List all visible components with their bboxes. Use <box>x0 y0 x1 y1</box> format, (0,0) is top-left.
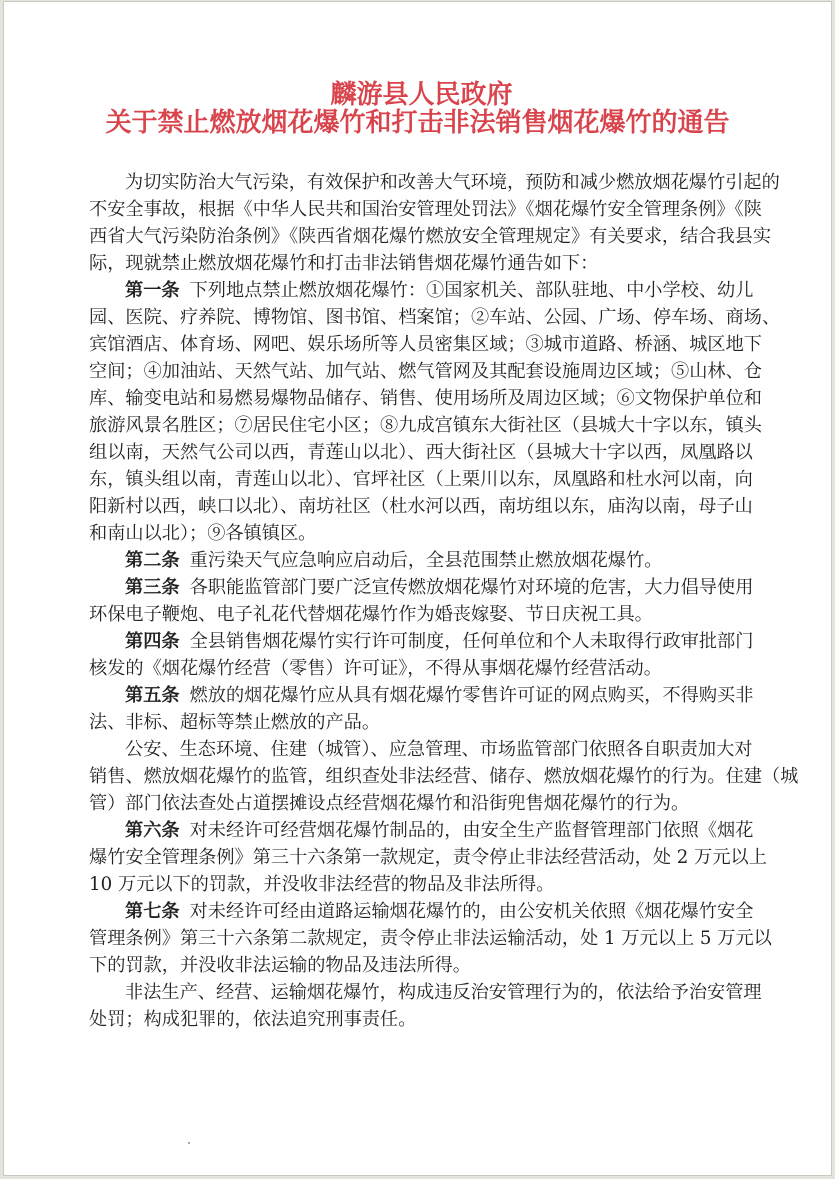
article-4-line <box>125 628 754 655</box>
article-7-line <box>125 898 754 925</box>
body-line-text: 下列地点禁止燃放烟花爆竹：①国家机关、部队驻地、中小学校、幼儿 <box>189 280 754 301</box>
article-5-line <box>125 682 754 709</box>
body-line-text: 燃放的烟花爆竹应从具有烟花爆竹零售许可证的网点购买，不得购买非 <box>189 685 754 706</box>
body-line: 和南山以北）；⑨各镇镇区。 <box>89 523 317 544</box>
article-label: 第四条 <box>125 631 180 652</box>
scan-speck <box>188 1142 190 1144</box>
body-line: 旅游风景名胜区；⑦居民住宅小区；⑧九成宫镇东大街社区（县城大十字以东，镇头 <box>89 415 762 436</box>
body-line: 非法生产、经营、运输烟花爆竹，构成违反治安管理行为的，依法给予治安管理 <box>125 982 762 1003</box>
article-3-line <box>125 574 754 601</box>
body-line: 宾馆酒店、体育场、网吧、娱乐场所等人员密集区域；③城市道路、桥涵、城区地下 <box>89 334 762 355</box>
body-line: 阳新村以西，峡口以北）、南坊社区（杜水河以西，南坊组以东，庙沟以南，母子山 <box>89 496 753 517</box>
body-line: 际，现就禁止燃放烟花爆竹和打击非法销售烟花爆竹通告如下： <box>89 253 599 274</box>
article-1-line <box>125 277 754 304</box>
body-line-text: 重污染天气应急响应启动后，全县范围禁止燃放烟花爆竹。 <box>189 550 663 571</box>
body-line: 爆竹安全管理条例》第三十六条第一款规定，责令停止非法经营活动，处 2 万元以上 <box>89 847 767 868</box>
body-line-text: 对未经许可经由道路运输烟花爆竹的，由公安机关依照《烟花爆竹安全 <box>189 901 754 922</box>
article-label: 第五条 <box>125 685 180 706</box>
body-line: 处罚；构成犯罪的，依法追究刑事责任。 <box>89 1009 417 1030</box>
body-line: 10 万元以下的罚款，并没收非法经营的物品及非法所得。 <box>89 874 555 895</box>
body-line: 组以南，天然气公司以西，青莲山以北）、西大街社区（县城大十字以西，凤凰路以 <box>89 442 753 463</box>
article-label: 第七条 <box>125 901 180 922</box>
issuer-title: 麟游县人民政府 <box>330 80 513 110</box>
notice-title: 关于禁止燃放烟花爆竹和打击非法销售烟花爆竹的通告 <box>105 108 730 138</box>
body-line: 不安全事故，根据《中华人民共和国治安管理处罚法》《烟花爆竹安全管理条例》《陕 <box>89 199 762 220</box>
body-line: 核发的《烟花爆竹经营（零售）许可证》，不得从事烟花爆竹经营活动。 <box>89 658 662 679</box>
article-label: 第二条 <box>125 550 180 571</box>
body-line: 东，镇头组以南，青莲山以北）、官坪社区（上栗川以东，凤凰路和杜水河以南，向 <box>89 469 753 490</box>
body-line: 为切实防治大气污染，有效保护和改善大气环境，预防和减少燃放烟花爆竹引起的 <box>125 172 780 193</box>
body-line: 销售、燃放烟花爆竹的监管，组织查处非法经营、储存、燃放烟花爆竹的行为。住建（城 <box>89 766 799 787</box>
article-label: 第三条 <box>125 577 180 598</box>
body-line: 下的罚款，并没收非法运输的物品及违法所得。 <box>89 955 471 976</box>
body-line: 西省大气污染防治条例》《陕西省烟花爆竹燃放安全管理规定》有关要求，结合我县实 <box>89 226 772 247</box>
body-line: 空间；④加油站、天然气站、加气站、燃气管网及其配套设施周边区域；⑤山林、仓 <box>89 361 762 382</box>
body-line: 法、非标、超标等禁止燃放的产品。 <box>89 712 381 733</box>
body-line: 环保电子鞭炮、电子礼花代替烟花爆竹作为婚丧嫁娶、节日庆祝工具。 <box>89 604 653 625</box>
body-line: 公安、生态环境、住建（城管）、应急管理、市场监管部门依照各自职责加大对 <box>125 739 753 760</box>
article-label: 第一条 <box>125 280 180 301</box>
body-line: 管理条例》第三十六条第二款规定，责令停止非法运输活动，处 1 万元以上 5 万元以 <box>89 928 772 949</box>
body-line-text: 各职能监管部门要广泛宣传燃放烟花爆竹对环境的危害，大力倡导使用 <box>189 577 754 598</box>
body-line: 管）部门依法查处占道摆摊设点经营烟花爆竹和沿街兜售烟花爆竹的行为。 <box>89 793 690 814</box>
body-line-text: 全县销售烟花爆竹实行许可制度，任何单位和个人未取得行政审批部门 <box>189 631 754 652</box>
body-line: 园、医院、疗养院、博物馆、图书馆、档案馆；②车站、公园、广场、停车场、商场、 <box>89 307 781 328</box>
body-line: 库、输变电站和易燃易爆物品储存、销售、使用场所及周边区域；⑥文物保护单位和 <box>89 388 762 409</box>
article-2-line <box>125 547 746 574</box>
article-label: 第六条 <box>125 820 180 841</box>
body-line-text: 对未经许可经营烟花爆竹制品的，由安全生产监督管理部门依照《烟花 <box>189 820 754 841</box>
article-6-line <box>125 817 754 844</box>
